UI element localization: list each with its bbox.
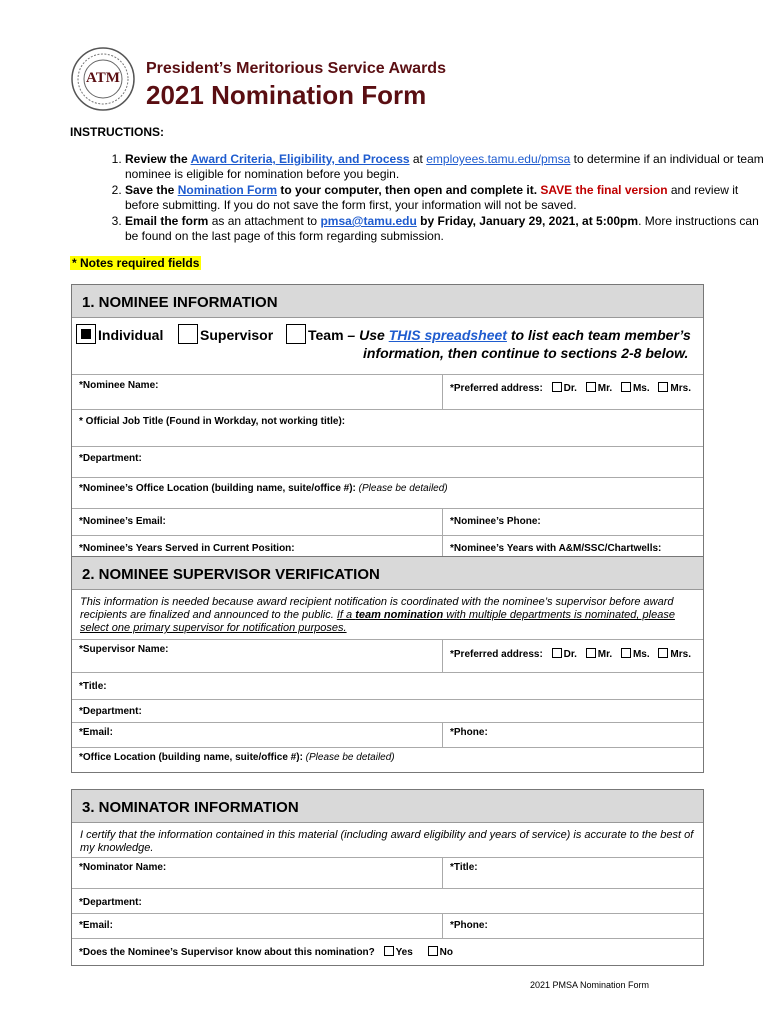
nominator-phone-label: *Phone: <box>450 920 488 931</box>
mrs-label: Mrs. <box>670 383 691 394</box>
nominee-phone-field[interactable] <box>442 509 703 535</box>
supervisor-preferred-label: *Preferred address: <box>450 649 543 660</box>
supervisor-name-row <box>72 640 703 673</box>
supervisor-phone-field[interactable] <box>442 723 703 747</box>
option-team[interactable] <box>286 324 691 344</box>
mr-checkbox[interactable] <box>586 382 596 392</box>
required-fields-note: * Notes required fields <box>72 256 200 270</box>
supervisor-dr-checkbox[interactable] <box>552 648 562 658</box>
years-position-label: *Nominee’s Years Served in Current Position: <box>79 543 295 554</box>
ms-checkbox[interactable] <box>621 382 631 392</box>
nomination-form-link[interactable]: Nomination Form <box>177 183 278 197</box>
step3-rest: . More instructions can be found on the last page of this form regarding submission. <box>125 214 759 243</box>
individual-checkbox[interactable] <box>76 324 96 344</box>
supervisor-info-paragraph <box>72 590 703 640</box>
section-3-header <box>72 790 703 823</box>
supervisor-mrs-checkbox[interactable] <box>658 648 668 658</box>
supervisor-aware-question: *Does the Nominee’s Supervisor know about this nomination? <box>79 947 375 958</box>
supervisor-ms-label: Ms. <box>632 649 650 660</box>
preferred-address-group <box>450 382 691 394</box>
supervisor-mr-checkbox[interactable] <box>586 648 596 658</box>
supervisor-name-label: *Supervisor Name: <box>79 644 169 655</box>
pmsa-email-link[interactable]: pmsa@tamu.edu <box>320 214 417 228</box>
department-field[interactable] <box>72 447 703 478</box>
nominator-name-field[interactable] <box>72 858 442 888</box>
preferred-address-label: *Preferred address: <box>450 383 543 394</box>
nominator-name-label: *Nominator Name: <box>79 862 167 873</box>
nominator-department-label: *Department: <box>79 897 142 908</box>
supervisor-para-u1: If a <box>336 609 356 621</box>
office-location-text: *Nominee’s Office Location (building name, suite/office #): <box>79 483 356 494</box>
job-title-field[interactable] <box>72 410 703 447</box>
supervisor-label: Supervisor <box>200 327 274 343</box>
supervisor-para-u2: with multiple departments is nominated, please select one primary supervisor for notification purposes. <box>80 609 675 634</box>
section-nominator-information <box>71 789 704 966</box>
supervisor-para-text: This information is needed because award recipient notification is coordinated with the nominee’s supervisor before award recipients are finalized and announced to the public. <box>80 596 674 621</box>
supervisor-aware-row <box>72 939 703 965</box>
instruction-step-1 <box>125 152 765 182</box>
instruction-step-3 <box>125 214 765 244</box>
supervisor-para-bold: team nomination <box>355 609 444 621</box>
supervisor-office-note: (Please be detailed) <box>302 752 395 763</box>
instructions-list <box>70 152 765 245</box>
nominee-phone-label: *Nominee’s Phone: <box>450 516 541 527</box>
step1-at: at <box>409 152 427 166</box>
step2-mid: to your computer, then open and complete it. <box>277 183 541 197</box>
nominator-title-field[interactable] <box>442 858 703 888</box>
no-checkbox[interactable] <box>428 946 438 956</box>
nominator-email-phone-row <box>72 914 703 939</box>
instruction-step-2 <box>125 183 765 213</box>
supervisor-title-label: *Title: <box>79 681 107 692</box>
page-footer: 2021 PMSA Nomination Form <box>530 980 650 990</box>
step2-save-warning: SAVE the final version <box>540 183 668 197</box>
supervisor-office-field[interactable] <box>72 748 703 772</box>
nominee-name-label: *Nominee Name: <box>79 380 159 391</box>
years-am-label: *Nominee’s Years with A&M/SSC/Chartwells: <box>450 543 662 554</box>
section-supervisor-verification <box>71 556 704 773</box>
nominator-email-label: *Email: <box>79 920 113 931</box>
step3-text: Email the form <box>125 214 209 228</box>
step1-text: Review the <box>125 152 191 166</box>
award-criteria-link[interactable]: Award Criteria, Eligibility, and Process <box>190 152 410 166</box>
no-label: No <box>439 947 453 958</box>
job-title-label: * Official Job Title (Found in Workday, not working title): <box>79 416 346 427</box>
step1-rest: to determine if an individual or team nominee is eligible for nomination before you begin. <box>125 152 764 181</box>
nominee-preferred-address <box>442 375 703 409</box>
page-title <box>146 80 426 111</box>
pmsa-url-link[interactable]: employees.tamu.edu/pmsa <box>426 152 571 166</box>
email-phone-row <box>72 509 703 536</box>
nominator-email-field[interactable] <box>72 914 442 938</box>
nominee-email-field[interactable] <box>72 509 442 535</box>
yes-label: Yes <box>395 947 413 958</box>
nominee-name-row <box>72 375 703 410</box>
form-subtitle: President’s Meritorious Service Awards <box>146 60 446 77</box>
supervisor-preferred-address <box>442 640 703 672</box>
title-year: 2021 <box>146 80 204 110</box>
step3-mid: as an attachment to <box>208 214 321 228</box>
office-location-label <box>79 483 448 494</box>
supervisor-department-field[interactable] <box>72 700 703 723</box>
nominator-certification: I certify that the information contained in this material (including award eligibility and years of service) is accurate to the best of my knowledge. <box>72 823 703 858</box>
team-note-a: – Use <box>343 327 389 343</box>
team-spreadsheet-link[interactable]: THIS spreadsheet <box>388 327 507 343</box>
section-2-title: 2. NOMINEE SUPERVISOR VERIFICATION <box>82 566 380 583</box>
supervisor-office-text: *Office Location (building name, suite/office #): <box>79 752 303 763</box>
supervisor-checkbox[interactable] <box>178 324 198 344</box>
supervisor-email-field[interactable] <box>72 723 442 747</box>
step2-rest: and review it before submitting. If you do not save the form first, your information will not be saved. <box>125 183 739 212</box>
supervisor-mr-label: Mr. <box>597 649 613 660</box>
office-location-field[interactable] <box>72 478 703 509</box>
department-label: *Department: <box>79 453 142 464</box>
section-1-header <box>72 285 703 318</box>
supervisor-mrs-label: Mrs. <box>670 649 691 660</box>
seal-lettering: ATM <box>86 70 120 86</box>
title-text: Nomination Form <box>203 80 427 110</box>
step2-text: Save the <box>125 183 178 197</box>
ms-label: Ms. <box>632 383 650 394</box>
team-checkbox[interactable] <box>286 324 306 344</box>
supervisor-email-phone-row <box>72 723 703 748</box>
dr-label: Dr. <box>563 383 577 394</box>
team-label: Team <box>308 327 344 343</box>
nominator-name-row <box>72 858 703 889</box>
supervisor-aware-group <box>79 946 453 958</box>
option-individual[interactable] <box>76 324 163 344</box>
dr-checkbox[interactable] <box>552 382 562 392</box>
step3-deadline: by Friday, January 29, 2021, at 5:00pm <box>416 214 639 228</box>
nominator-phone-field[interactable] <box>442 914 703 938</box>
supervisor-ms-checkbox[interactable] <box>621 648 631 658</box>
supervisor-office-label <box>79 752 395 763</box>
nominator-title-label: *Title: <box>450 862 478 873</box>
office-location-note: (Please be detailed) <box>355 483 448 494</box>
section-1-title: 1. NOMINEE INFORMATION <box>82 294 278 311</box>
supervisor-dr-label: Dr. <box>563 649 577 660</box>
supervisor-title-field[interactable] <box>72 673 703 700</box>
supervisor-email-label: *Email: <box>79 727 113 738</box>
nominee-type-options <box>72 318 703 375</box>
supervisor-phone-label: *Phone: <box>450 727 488 738</box>
section-2-header <box>72 557 703 590</box>
instructions-heading: INSTRUCTIONS: <box>70 125 164 139</box>
team-note-b: to list each team member’s <box>506 327 691 343</box>
mr-label: Mr. <box>597 383 613 394</box>
supervisor-name-field[interactable] <box>72 640 442 672</box>
nominator-department-field[interactable] <box>72 889 703 914</box>
section-nominee-information <box>71 284 704 567</box>
team-note-c: information, then continue to sections 2-8 below. <box>363 345 689 361</box>
yes-checkbox[interactable] <box>384 946 394 956</box>
nominee-email-label: *Nominee’s Email: <box>79 516 166 527</box>
supervisor-department-label: *Department: <box>79 706 142 717</box>
supervisor-preferred-group <box>450 648 691 660</box>
mrs-checkbox[interactable] <box>658 382 668 392</box>
individual-label: Individual <box>98 327 164 343</box>
option-supervisor[interactable] <box>178 324 273 344</box>
section-3-title: 3. NOMINATOR INFORMATION <box>82 799 299 816</box>
